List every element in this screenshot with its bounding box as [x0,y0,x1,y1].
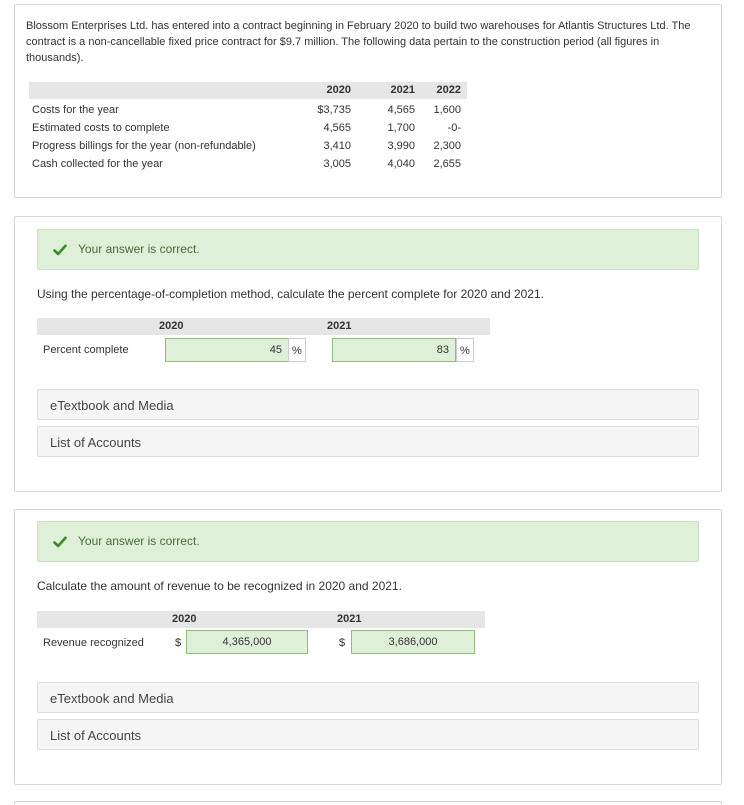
list-of-accounts-label: List of Accounts [50,435,142,450]
header-2021: 2021 [390,84,415,96]
percent-2021-input[interactable]: 83 [332,338,456,362]
header-2020: 2020 [326,84,351,96]
currency-2020: $ [175,637,182,649]
part2-card [14,509,722,785]
revenue-2021-input[interactable]: 3,686,000 [351,630,475,654]
cell-2022: -0- [447,122,461,134]
header-2022: 2022 [436,84,461,96]
etextbook-media-button[interactable] [37,682,699,713]
cell-2021: 3,990 [387,140,415,152]
correct-banner [37,521,699,562]
revenue-2020-input[interactable]: 4,365,000 [186,630,308,654]
row-label: Progress billings for the year (non-refundable) [32,140,256,152]
answer-header [37,318,490,335]
part1-card [14,216,722,492]
etextbook-media-button[interactable] [37,389,699,420]
list-of-accounts-button[interactable] [37,426,699,457]
row-label: Estimated costs to complete [32,122,170,134]
percent-unit-2020: % [288,338,306,362]
table-row [29,157,467,175]
question-text: Calculate the amount of revenue to be recognized in 2020 and 2021. [37,579,402,593]
percent-complete-label: Percent complete [43,344,129,356]
list-of-accounts-label: List of Accounts [50,728,142,743]
list-of-accounts-button[interactable] [37,719,699,750]
correct-banner [37,229,699,270]
etextbook-label: eTextbook and Media [50,398,174,413]
correct-message: Your answer is correct. [78,242,200,256]
next-part-card [14,801,722,805]
percent-2020-input[interactable]: 45 [165,338,289,362]
table-row [29,139,467,157]
cell-2020: 4,565 [323,122,351,134]
table-header [29,82,467,99]
question-text: Using the percentage-of-completion method, calculate the percent complete for 2020 and 2021. [37,287,544,301]
cell-2021: 1,700 [387,122,415,134]
col-2021-label: 2021 [327,320,352,332]
col-2021-label: 2021 [337,613,362,625]
cell-2021: 4,040 [387,158,415,170]
cell-2022: 1,600 [433,104,461,116]
col-2020-label: 2020 [172,613,197,625]
check-icon [53,535,67,549]
cell-2022: 2,300 [433,140,461,152]
table-row [29,121,467,139]
currency-2021: $ [339,637,346,649]
row-label: Costs for the year [32,104,119,116]
cell-2020: 3,005 [323,158,351,170]
etextbook-label: eTextbook and Media [50,691,174,706]
col-2020-label: 2020 [159,320,184,332]
problem-card [14,4,722,198]
cell-2022: 2,655 [433,158,461,170]
table-row [29,103,467,121]
answer-header [37,611,485,628]
cell-2021: 4,565 [387,104,415,116]
cell-2020: $3,735 [317,104,351,116]
percent-unit-2021: % [456,338,474,362]
cell-2020: 3,410 [323,140,351,152]
check-icon [53,243,67,257]
row-label: Cash collected for the year [32,158,163,170]
problem-text: Blossom Enterprises Ltd. has entered into a contract beginning in February 2020 to build two warehouses for Atlantis Structures Ltd. The contract is a non-cancellable fixed price contract for $9.7 million. The following data pertain to the construction period (all figures in thousands). [26,20,691,64]
revenue-recognized-label: Revenue recognized [43,637,144,649]
correct-message: Your answer is correct. [78,534,200,548]
